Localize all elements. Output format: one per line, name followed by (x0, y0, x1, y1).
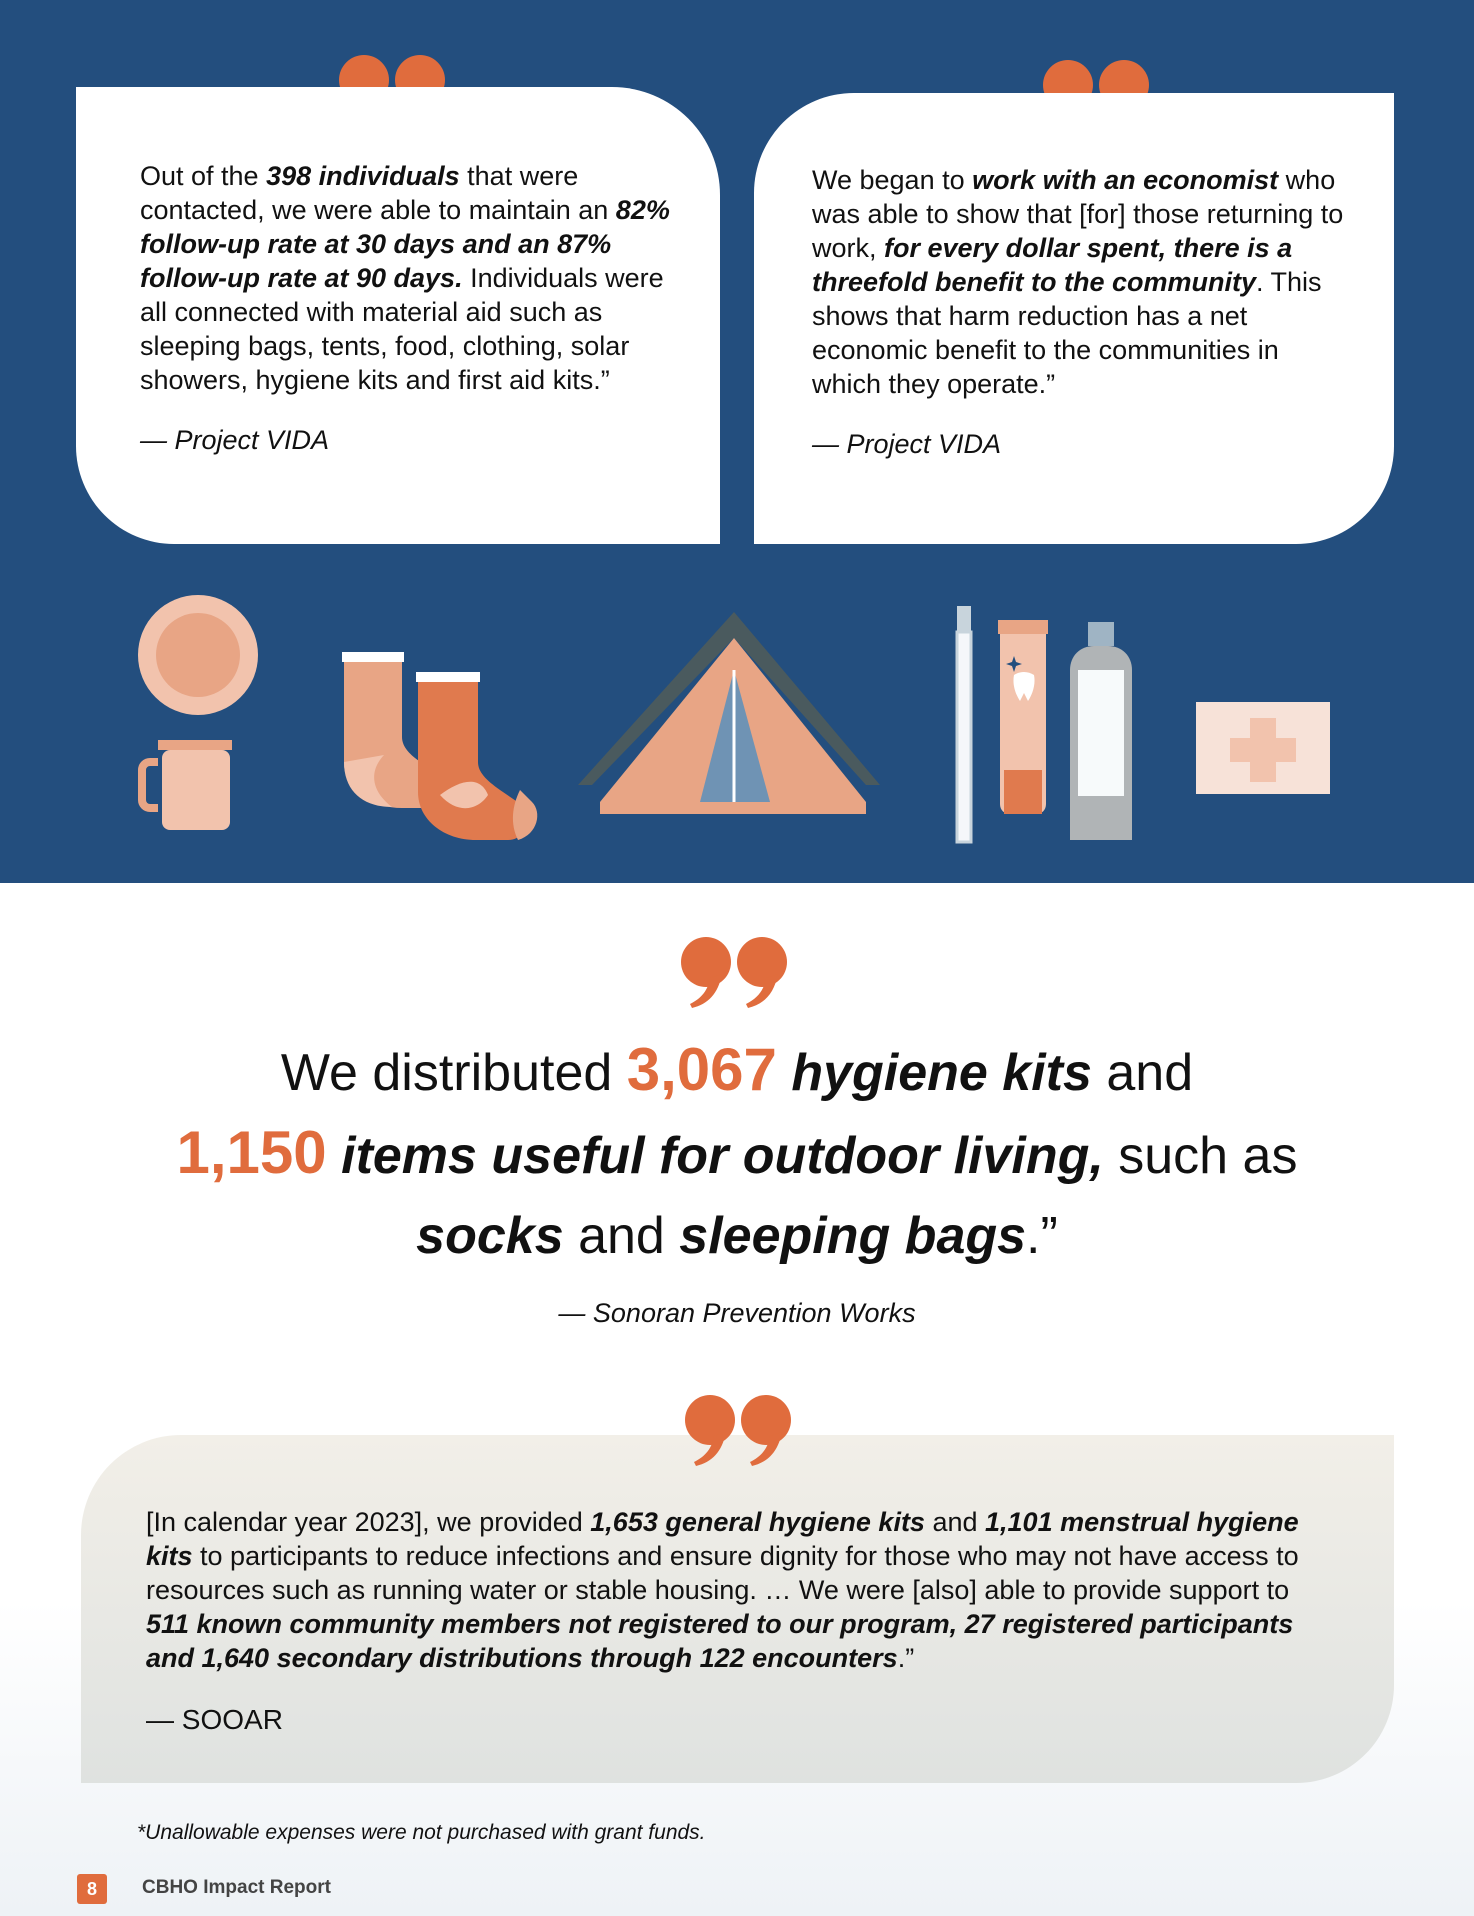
bottle-icon (1070, 622, 1132, 840)
quote-left-text: Out of the 398 individuals that were contacted, we were able to maintain an 82% follow-up rate at 30 days and an 87% follow-up rate at 90 days. Individuals were all connected with material aid such as sleeping bags, tents, food, clothing, solar showers, hygiene kits and first aid kits.” (140, 161, 670, 395)
material-aid-illustrations (0, 590, 1474, 850)
feature-quote-attribution: — Sonoran Prevention Works (558, 1298, 916, 1328)
quote-left-attribution: — Project VIDA (140, 425, 330, 455)
quote-bottom-attribution: — SOOAR (146, 1704, 283, 1735)
stat-hygiene-kits: 3,067 (626, 1036, 777, 1103)
plate-icon (138, 595, 258, 715)
quote-right-text: We began to work with an economist who was able to show that [for] those returning to work, for every dollar spent, there is a threefold benefit to the community. This shows that harm reduction has a net economic benefit to the communities in which they operate.” (812, 165, 1344, 399)
mug-icon (142, 740, 232, 830)
footnote: *Unallowable expenses were not purchased with grant funds. (137, 1821, 706, 1844)
toothpaste-icon (998, 620, 1048, 814)
quote-mark-icon (678, 1390, 798, 1470)
first-aid-kit-icon (1196, 702, 1330, 794)
page-number: 8 (77, 1874, 107, 1904)
feature-quote: We distributed 3,067 hygiene kits and 1,150 items useful for outdoor living, such as socks and sleeping bags.” (176, 1036, 1298, 1265)
socks-icon (342, 652, 537, 840)
quote-bottom-text: [In calendar year 2023], we provided 1,653 general hygiene kits and 1,101 menstrual hygiene kits to participants to reduce infections and ensure dignity for those who may not have access to resources such as running water or stable housing. … We were [also] able to provide support to 511 known community members not registered to our program, 27 registered participants and 1,640 secondary distributions through 122 encounters.” (146, 1507, 1299, 1673)
quote-card-bottom (81, 1435, 1394, 1783)
stat-outdoor-items: 1,150 (176, 1119, 327, 1186)
toothbrush-icon (957, 606, 971, 842)
quote-card-right (754, 93, 1394, 544)
quote-mark-icon (674, 932, 794, 1012)
quote-card-left (76, 87, 720, 544)
report-name: CBHO Impact Report (142, 1877, 331, 1898)
tent-icon (578, 612, 880, 814)
quote-right-attribution: — Project VIDA (812, 429, 1002, 459)
